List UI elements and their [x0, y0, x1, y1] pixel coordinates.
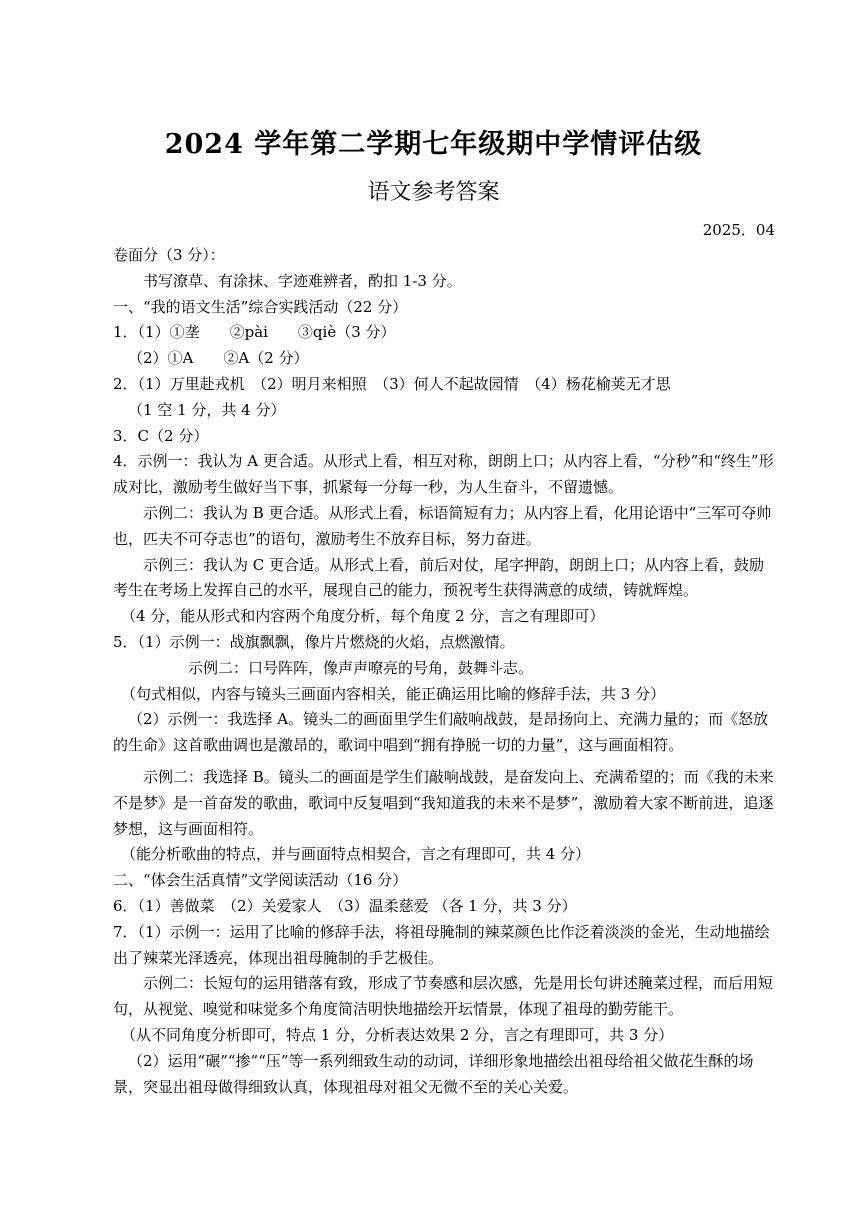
answer-7-part-1-scoring: （从不同角度分析即可，特点 1 分，分析表达效果 2 分，言之有理即可，共 3 分） — [121, 1025, 674, 1044]
section-neatness-heading: 卷面分（3 分）： — [113, 246, 225, 264]
answer-7-part-2: （2）运用“碾”“掺”“压”等一系列细致生动的动词，详细形象地描绘出祖母给祖父做花生酥的场景，突显出祖母做得细致认真，体现祖母对祖父无微不至的关心关爱。 — [113, 1051, 754, 1096]
answer-5-part-2-example-2: 示例二：我选择 B。镜头二的画面是学生们敲响战鼓，是奋发向上、充满希望的；而《我的未来不是梦》是一首奋发的歌曲，歌词中反复唱到“我知道我的未来不是梦”，激励着大家不断前进，追逐梦想，这与画面相符。 — [113, 767, 774, 838]
answer-4-example-1: 4．示例一：我认为 A 更合适。从形式上看，相互对称，朗朗上口；从内容上看，“分秒”和“终生”形成对比，激励考生做好当下事，抓紧每一分每一秒，为人生奋斗，不留遗憾。 — [113, 452, 774, 497]
answer-1-part-1: 1．（1）①垄 ②pài ③qiè（3 分） — [113, 323, 396, 342]
answer-4-scoring: （4 分，能从形式和内容两个角度分析，每个角度 2 分，言之有理即可） — [121, 607, 605, 626]
answer-7-part-1-example-2: 示例二：长短句的运用错落有致，形成了节奏感和层次感，先是用长句讲述腌菜过程，而后用短句，从视觉、嗅觉和味觉多个角度简洁明快地描绘开坛情景，体现了祖母的勤劳能干。 — [113, 974, 774, 1019]
answer-2: 2．（1）万里赴戎机 （2）明月来相照 （3）何人不起故园情 （4）杨花榆荚无才思 — [113, 374, 671, 393]
page-title: 2024 学年第二学期七年级期中学情评估级 — [164, 129, 703, 160]
answer-5-part-1-scoring: （句式相似，内容与镜头三画面内容相关，能正确运用比喻的修辞手法，共 3 分） — [121, 684, 666, 703]
answer-5-part-2-scoring: （能分析歌曲的特点，并与画面特点相契合，言之有理即可，共 4 分） — [121, 845, 591, 864]
answer-body — [113, 243, 777, 1100]
answer-6: 6．（1）善做菜 （2）关爱家人 （3）温柔慈爱 （各 1 分，共 3 分） — [113, 896, 577, 915]
answer-7-part-1-example-1: 7．（1）示例一：运用了比喻的修辞手法，将祖母腌制的辣菜颜色比作泛着淡淡的金光，生动地描绘出了辣菜光泽透亮，体现出祖母腌制的手艺极佳。 — [113, 922, 770, 967]
answer-4-example-2: 示例二：我认为 B 更合适。从形式上看，标语简短有力；从内容上看，化用论语中“三军可夺帅也，匹夫不可夺志也”的语句，激励考生不放弃目标，努力奋进。 — [113, 503, 772, 548]
answer-5-part-1-example-2: 示例二：口号阵阵，像声声嘹亮的号角，鼓舞斗志。 — [188, 658, 534, 677]
answer-5-part-1-example-1: 5．（1）示例一：战旗飘飘，像片片燃烧的火焰，点燃激情。 — [113, 632, 515, 651]
answer-1-part-2: （2）①A ②A（2 分） — [128, 349, 309, 368]
section-two-heading: 二、“体会生活真情”文学阅读活动（16 分） — [113, 871, 408, 890]
answer-5-part-2-example-1: （2）示例一：我选择 A。镜头二的画面里学生们敲响战鼓，是昂扬向上、充满力量的；而《怒放的生命》这首歌曲调也是激昂的，歌词中唱到“拥有挣脱一切的力量”，这与画面相符。 — [113, 710, 769, 755]
section-one-heading: 一、“我的语文生活”综合实践活动（22 分） — [113, 297, 408, 316]
date-label: 2025．04 — [702, 221, 775, 239]
answer-2-scoring: （1 空 1 分，共 4 分） — [128, 400, 286, 419]
neatness-rule: 书写潦草、有涂抹、字迹难辨者，酌扣 1-3 分。 — [143, 271, 462, 290]
answer-4-example-3: 示例三：我认为 C 更合适。从形式上看，前后对仗，尾字押韵，朗朗上口；从内容上看，鼓励考生在考场上发挥自己的水平，展现自己的能力，预祝考生获得满意的成绩，铸就辉煌。 — [113, 555, 765, 600]
page-subtitle: 语文参考答案 — [367, 180, 500, 205]
answer-3: 3．C（2 分） — [113, 426, 209, 445]
